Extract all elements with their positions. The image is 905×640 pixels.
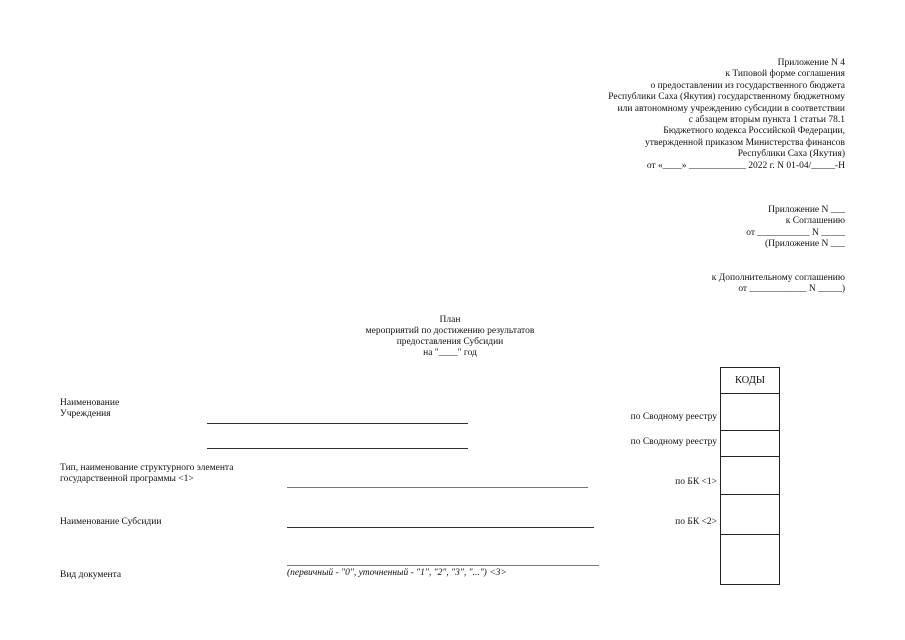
appendix-line: с абзацем вторым пункта 1 статьи 78.1 bbox=[688, 115, 845, 126]
appendix-line: утвержденной приказом Министерства финансов bbox=[645, 137, 845, 148]
code-cell-bk-2[interactable] bbox=[721, 494, 779, 534]
bk-label-2: по БК <2> bbox=[675, 517, 717, 527]
doc-type-hint: (первичный - "0", уточненный - "1", "2", "3", "...") <3> bbox=[287, 568, 507, 578]
bk-label-1: по БК <1> bbox=[675, 477, 717, 487]
doc-type-field[interactable] bbox=[287, 565, 599, 566]
appendix-header bbox=[608, 58, 845, 172]
additional-agreement-header bbox=[712, 273, 845, 296]
institution-label-line: Наименование bbox=[60, 398, 120, 408]
agreement-header bbox=[746, 205, 845, 251]
code-cell-registry-2[interactable] bbox=[721, 430, 779, 456]
appendix-line: или автономному учреждению субсидии в соответствии bbox=[617, 103, 845, 114]
program-field[interactable] bbox=[287, 487, 588, 488]
appendix-line: Республики Саха (Якутия) bbox=[737, 149, 845, 160]
agreement-line: (Приложение N ___ bbox=[764, 239, 845, 250]
program-label-line: Тип, наименование структурного элемента bbox=[60, 463, 234, 473]
code-cell-bk-1[interactable] bbox=[721, 456, 779, 494]
institution-label-line: Учреждения bbox=[60, 409, 111, 419]
appendix-line: к Типовой форме соглашения bbox=[725, 69, 845, 80]
agreement-line: от ___________ N _____ bbox=[746, 227, 845, 238]
doc-type-label: Вид документа bbox=[60, 570, 122, 580]
codes-header: КОДЫ bbox=[734, 375, 766, 386]
title-line: предоставления Субсидии bbox=[396, 337, 504, 347]
agreement-line: к Соглашению bbox=[785, 216, 845, 227]
program-label-line: государственной программы <1> bbox=[60, 474, 194, 484]
codes-box bbox=[720, 367, 780, 585]
appendix-line: Бюджетного кодекса Российской Федерации, bbox=[663, 126, 845, 137]
registry-label-1: по Сводному реестру bbox=[630, 412, 717, 422]
title-line: мероприятий по достижению результатов bbox=[365, 326, 535, 336]
registry-label-2: по Сводному реестру bbox=[630, 437, 717, 447]
additional-line: к Дополнительному соглашению bbox=[711, 273, 845, 283]
program-label bbox=[60, 463, 233, 485]
institution-label bbox=[60, 398, 119, 420]
institution-field-2[interactable] bbox=[207, 448, 468, 449]
institution-field[interactable] bbox=[207, 423, 468, 424]
title-line: на "____" год bbox=[423, 348, 477, 358]
appendix-line: Приложение N 4 bbox=[777, 58, 845, 68]
title-line: План bbox=[439, 315, 461, 325]
additional-line: от ____________ N _____) bbox=[738, 284, 845, 295]
code-cell-doc-type[interactable] bbox=[721, 534, 779, 585]
subsidy-field[interactable] bbox=[287, 527, 594, 528]
appendix-line: о предоставлении из государственного бюджета bbox=[650, 80, 845, 91]
document-title bbox=[300, 315, 600, 359]
code-cell-registry-1[interactable] bbox=[721, 393, 779, 430]
agreement-line: Приложение N ___ bbox=[768, 205, 845, 215]
appendix-line: Республики Саха (Якутия) государственному бюджетному bbox=[608, 92, 845, 103]
appendix-line: от «____» ____________ 2022 г. N 01-04/_____-Н bbox=[646, 160, 845, 171]
subsidy-label: Наименование Субсидии bbox=[60, 517, 162, 527]
